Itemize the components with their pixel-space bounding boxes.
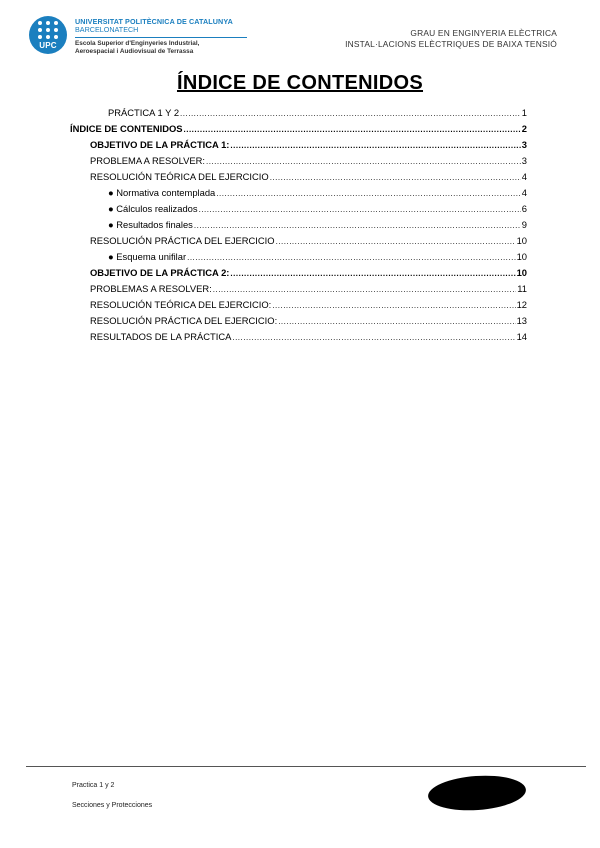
toc-entry-label: RESOLUCIÓN PRÁCTICA DEL EJERCICIO xyxy=(90,235,275,246)
toc-entry-label: RESOLUCIÓN TEÓRICA DEL EJERCICIO: xyxy=(90,299,272,310)
toc-leader-dots xyxy=(184,122,521,138)
school-name-line1: Escola Superior d'Enginyeries Industrial, xyxy=(75,40,200,47)
university-subname: BARCELONATECH xyxy=(75,25,139,34)
table-of-contents xyxy=(70,105,527,345)
toc-leader-dots xyxy=(194,218,521,234)
toc-entry-page: 10 xyxy=(516,235,527,246)
upc-logo xyxy=(29,16,67,54)
toc-entry-page: 2 xyxy=(521,123,527,134)
toc-leader-dots xyxy=(199,202,521,218)
toc-entry[interactable] xyxy=(70,281,527,297)
toc-entry[interactable] xyxy=(70,297,527,313)
toc-entry-page: 13 xyxy=(516,315,527,326)
institution-divider xyxy=(75,37,247,38)
toc-entry[interactable] xyxy=(70,265,527,281)
toc-entry-page: 10 xyxy=(516,251,527,262)
toc-leader-dots xyxy=(230,138,520,154)
toc-entry-label: ● Resultados finales xyxy=(108,219,193,230)
toc-entry-label: ÍNDICE DE CONTENIDOS xyxy=(70,123,183,134)
toc-entry[interactable] xyxy=(70,217,527,233)
toc-leader-dots xyxy=(272,298,515,314)
toc-entry[interactable] xyxy=(70,153,527,169)
toc-entry-page: 3 xyxy=(521,139,527,150)
course-info xyxy=(345,28,557,50)
university-name: UNIVERSITAT POLITÈCNICA DE CATALUNYA xyxy=(75,17,233,26)
toc-entry-label: PRÁCTICA 1 Y 2 xyxy=(108,107,180,118)
toc-entry[interactable] xyxy=(70,185,527,201)
toc-entry[interactable] xyxy=(70,249,527,265)
toc-entry-page: 4 xyxy=(521,171,527,182)
toc-entry-label: ● Esquema unifilar xyxy=(108,251,187,262)
toc-entry-page: 6 xyxy=(521,203,527,214)
toc-entry-page: 3 xyxy=(521,155,527,166)
toc-entry[interactable] xyxy=(70,201,527,217)
toc-entry-page: 14 xyxy=(516,331,527,342)
toc-entry[interactable] xyxy=(70,137,527,153)
toc-entry[interactable] xyxy=(70,169,527,185)
toc-entry-page: 9 xyxy=(521,219,527,230)
toc-leader-dots xyxy=(276,234,516,250)
toc-leader-dots xyxy=(216,186,521,202)
toc-entry-label: RESOLUCIÓN TEÓRICA DEL EJERCICIO xyxy=(90,171,269,182)
footer-practice-title: Practica 1 y 2 xyxy=(72,782,115,789)
toc-entry-label: ● Cálculos realizados xyxy=(108,203,198,214)
toc-entry-page: 1 xyxy=(521,107,527,118)
course-name: INSTAL·LACIONS ELÈCTRIQUES DE BAIXA TENSIÓ xyxy=(345,39,557,49)
toc-leader-dots xyxy=(187,250,515,266)
toc-entry-label: OBJETIVO DE LA PRÁCTICA 1: xyxy=(90,139,230,150)
toc-entry-page: 12 xyxy=(516,299,527,310)
toc-entry-label: ● Normativa contemplada xyxy=(108,187,216,198)
footer-subject: Secciones y Protecciones xyxy=(72,802,153,809)
school-name-line2: Aeroespacial i Audiovisual de Terrassa xyxy=(75,47,194,55)
toc-entry-page: 4 xyxy=(521,187,527,198)
toc-entry-label: RESULTADOS DE LA PRÁCTICA xyxy=(90,331,232,342)
institution-block xyxy=(75,18,295,55)
toc-leader-dots xyxy=(213,282,517,298)
toc-entry-label: OBJETIVO DE LA PRÁCTICA 2: xyxy=(90,267,230,278)
page-title: ÍNDICE DE CONTENIDOS xyxy=(176,72,424,94)
logo-dots-icon xyxy=(38,21,58,41)
toc-leader-dots xyxy=(180,106,521,122)
toc-leader-dots xyxy=(278,314,515,330)
toc-entry[interactable] xyxy=(70,313,527,329)
toc-entry[interactable] xyxy=(70,329,527,345)
toc-entry-label: PROBLEMA A RESOLVER: xyxy=(90,155,205,166)
toc-entry-page: 11 xyxy=(517,283,527,294)
degree-name: GRAU EN ENGINYERIA ELÈCTRICA xyxy=(410,28,557,38)
toc-leader-dots xyxy=(270,170,521,186)
toc-leader-dots xyxy=(232,330,515,346)
toc-entry-label: RESOLUCIÓN PRÁCTICA DEL EJERCICIO: xyxy=(90,315,278,326)
toc-entry-label: PROBLEMAS A RESOLVER: xyxy=(90,283,212,294)
toc-entry[interactable] xyxy=(70,233,527,249)
toc-entry[interactable] xyxy=(70,121,527,137)
redaction-mark xyxy=(427,773,527,814)
toc-entry-page: 10 xyxy=(516,267,527,278)
logo-text: UPC xyxy=(39,41,57,50)
page-header xyxy=(0,0,600,70)
footer-divider xyxy=(26,766,586,767)
toc-leader-dots xyxy=(206,154,521,170)
toc-leader-dots xyxy=(230,266,515,282)
toc-entry[interactable] xyxy=(70,105,527,121)
